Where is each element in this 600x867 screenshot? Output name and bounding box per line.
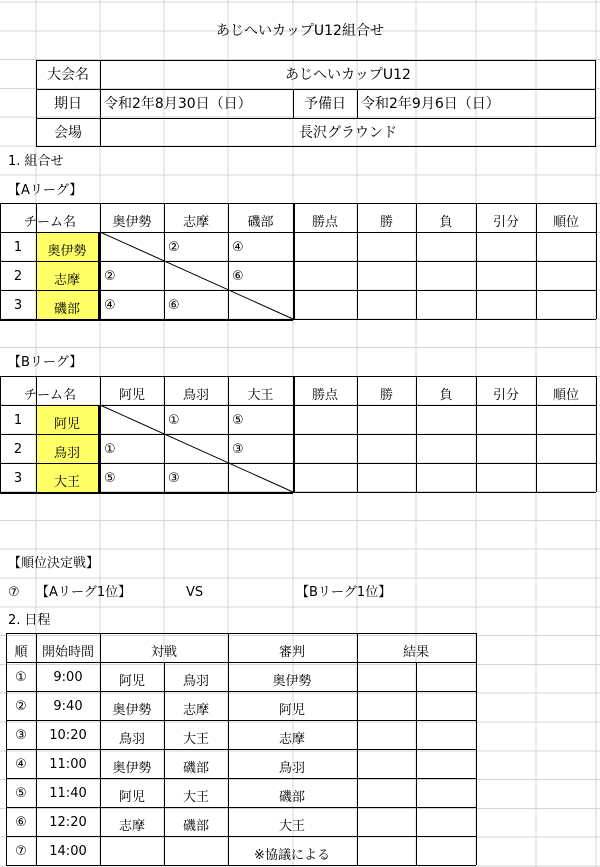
border-line [164, 662, 165, 865]
league-a-title: 【Aリーグ】 [8, 183, 83, 198]
row-number: 3 [13, 298, 23, 313]
result-header: 引分 [492, 388, 520, 403]
border-line [100, 633, 101, 865]
team-name: 磯部 [53, 302, 81, 317]
match-number: ⑤ [232, 413, 244, 428]
match-order: ⑤ [15, 786, 27, 801]
row-number: 2 [13, 269, 23, 284]
team-1: 阿児 [118, 790, 146, 805]
team-name: 大王 [53, 475, 81, 490]
event-value: あじへいカップU12 [285, 67, 411, 83]
final-left-team: 【Aリーグ1位】 [36, 585, 132, 600]
team-1: 阿児 [118, 674, 146, 689]
result-header: 順位 [552, 388, 580, 403]
final-vs: VS [186, 585, 204, 600]
section-title: 1. 組合せ [8, 154, 64, 169]
thick-border [0, 319, 293, 321]
doc-title: あじへいカップU12組合せ [216, 23, 384, 39]
team-2: 大王 [182, 790, 210, 805]
border-line [6, 633, 7, 865]
match-order: ④ [15, 757, 27, 772]
border-line [36, 633, 37, 865]
border-line [357, 203, 358, 319]
date-value: 令和2年8月30日（日） [104, 96, 252, 112]
start-time: 12:20 [49, 815, 87, 830]
border-line [476, 203, 477, 319]
start-time-header: 開始時間 [41, 645, 95, 660]
team-name-header: チーム名 [23, 388, 77, 403]
diagonal-line [100, 405, 293, 492]
opponent-header: 阿児 [118, 388, 146, 403]
border-line [6, 720, 476, 721]
border-line [228, 203, 229, 319]
start-time: 9:00 [53, 670, 83, 685]
border-line [228, 633, 229, 865]
border-line [596, 203, 597, 319]
match-order: ① [15, 670, 27, 685]
border-line [100, 203, 101, 319]
match-order: ② [15, 699, 27, 714]
border-line [0, 203, 1, 319]
match-number: ② [168, 240, 180, 255]
order-header: 順 [14, 645, 28, 660]
start-time: 10:20 [49, 728, 87, 743]
thick-border [293, 376, 295, 492]
thick-border [98, 232, 100, 319]
start-time: 14:00 [49, 844, 87, 859]
opponent-header: 磯部 [247, 215, 274, 230]
match-number: ② [104, 269, 116, 284]
venue-label: 会場 [54, 125, 82, 141]
date-label: 期日 [54, 96, 82, 112]
border-line [0, 376, 1, 492]
match-order: ③ [15, 728, 27, 743]
row-number: 3 [13, 471, 23, 486]
event-label: 大会名 [47, 67, 89, 83]
border-line [293, 492, 596, 493]
border-line [228, 376, 229, 492]
venue-value: 長沢グラウンド [299, 125, 397, 141]
team-2: 磯部 [182, 761, 210, 776]
result-header: 勝 [379, 388, 394, 403]
divider [36, 89, 596, 90]
border-line [6, 662, 476, 663]
team-1: 志摩 [118, 819, 146, 834]
referee: 阿児 [278, 703, 306, 718]
divider [36, 118, 596, 119]
match-number: ④ [104, 298, 116, 313]
team-2: 大王 [182, 732, 210, 747]
row-number: 2 [13, 442, 23, 457]
result-header: 負 [439, 215, 453, 230]
match-header: 対戦 [150, 645, 178, 660]
section-title: 2. 日程 [8, 613, 51, 628]
reserve-label: 予備日 [304, 96, 346, 112]
referee: ※協議による [254, 848, 330, 863]
reserve-value: 令和2年9月6日（日） [361, 96, 500, 112]
border-line [357, 376, 358, 492]
match-order: ⑦ [15, 844, 27, 859]
match-number: ③ [232, 442, 244, 457]
divider [357, 89, 358, 118]
team-name: 奥伊勢 [47, 244, 87, 259]
league-b-title: 【Bリーグ】 [8, 355, 83, 370]
start-time: 11:00 [49, 757, 87, 772]
border-line [6, 865, 476, 866]
team-name: 志摩 [53, 273, 81, 288]
result-header: 引分 [492, 215, 520, 230]
border-line [6, 836, 476, 837]
border-line [596, 376, 597, 492]
thick-border [0, 492, 293, 494]
match-number: ③ [168, 471, 180, 486]
referee-header: 審判 [278, 645, 306, 660]
border-line [6, 749, 476, 750]
team-name: 阿児 [53, 417, 81, 432]
divider [100, 60, 101, 147]
border-line [164, 376, 165, 492]
final-title: 【順位決定戦】 [8, 556, 100, 571]
start-time: 11:40 [49, 786, 87, 801]
result-header: 順位 [552, 215, 580, 230]
opponent-header: 奥伊勢 [112, 215, 152, 230]
border-line [536, 203, 537, 319]
opponent-header: 志摩 [182, 215, 210, 230]
team-2: 志摩 [182, 703, 210, 718]
border-line [476, 376, 477, 492]
match-number: ① [104, 442, 116, 457]
referee: 志摩 [278, 732, 306, 747]
thick-border [98, 405, 100, 492]
referee: 磯部 [278, 790, 306, 805]
row-number: 1 [13, 413, 23, 428]
match-number: ④ [232, 240, 244, 255]
border-line [536, 376, 537, 492]
row-number: 1 [13, 240, 23, 255]
border-line [6, 691, 476, 692]
result-header: 勝点 [311, 215, 339, 230]
match-number: ⑥ [232, 269, 244, 284]
result-header: 勝点 [311, 388, 339, 403]
border-line [416, 376, 417, 492]
team-name-header: チーム名 [23, 215, 77, 230]
border-line [416, 203, 417, 319]
border-line [6, 633, 476, 634]
border-line [6, 778, 476, 779]
referee: 鳥羽 [278, 761, 306, 776]
final-right-team: 【Bリーグ1位】 [296, 585, 392, 600]
start-time: 9:40 [53, 699, 83, 714]
team-1: 鳥羽 [118, 732, 146, 747]
team-1: 奥伊勢 [112, 703, 152, 718]
match-number: ⑤ [104, 471, 116, 486]
match-number: ⑥ [168, 298, 180, 313]
team-1: 奥伊勢 [112, 761, 152, 776]
team-2: 鳥羽 [182, 674, 210, 689]
diagonal-line [100, 232, 293, 319]
match-number: ① [168, 413, 180, 428]
team-name: 鳥羽 [53, 446, 81, 461]
border-line [293, 319, 596, 320]
divider [293, 89, 294, 118]
result-header: 結果 [402, 645, 430, 660]
border-line [416, 662, 417, 865]
match-order: ⑥ [15, 815, 27, 830]
result-header: 負 [439, 388, 453, 403]
team-2: 磯部 [182, 819, 210, 834]
final-match-number: ⑦ [8, 585, 20, 600]
border-line [476, 633, 477, 865]
opponent-header: 大王 [247, 388, 274, 403]
border-line [6, 807, 476, 808]
border-line [357, 633, 358, 865]
border-line [164, 203, 165, 319]
border-line [0, 203, 596, 204]
result-header: 勝 [379, 215, 394, 230]
thick-border [293, 203, 295, 319]
referee: 大王 [278, 819, 306, 834]
opponent-header: 鳥羽 [182, 388, 210, 403]
border-line [100, 376, 101, 492]
referee: 奥伊勢 [272, 674, 312, 689]
border-line [0, 376, 596, 377]
